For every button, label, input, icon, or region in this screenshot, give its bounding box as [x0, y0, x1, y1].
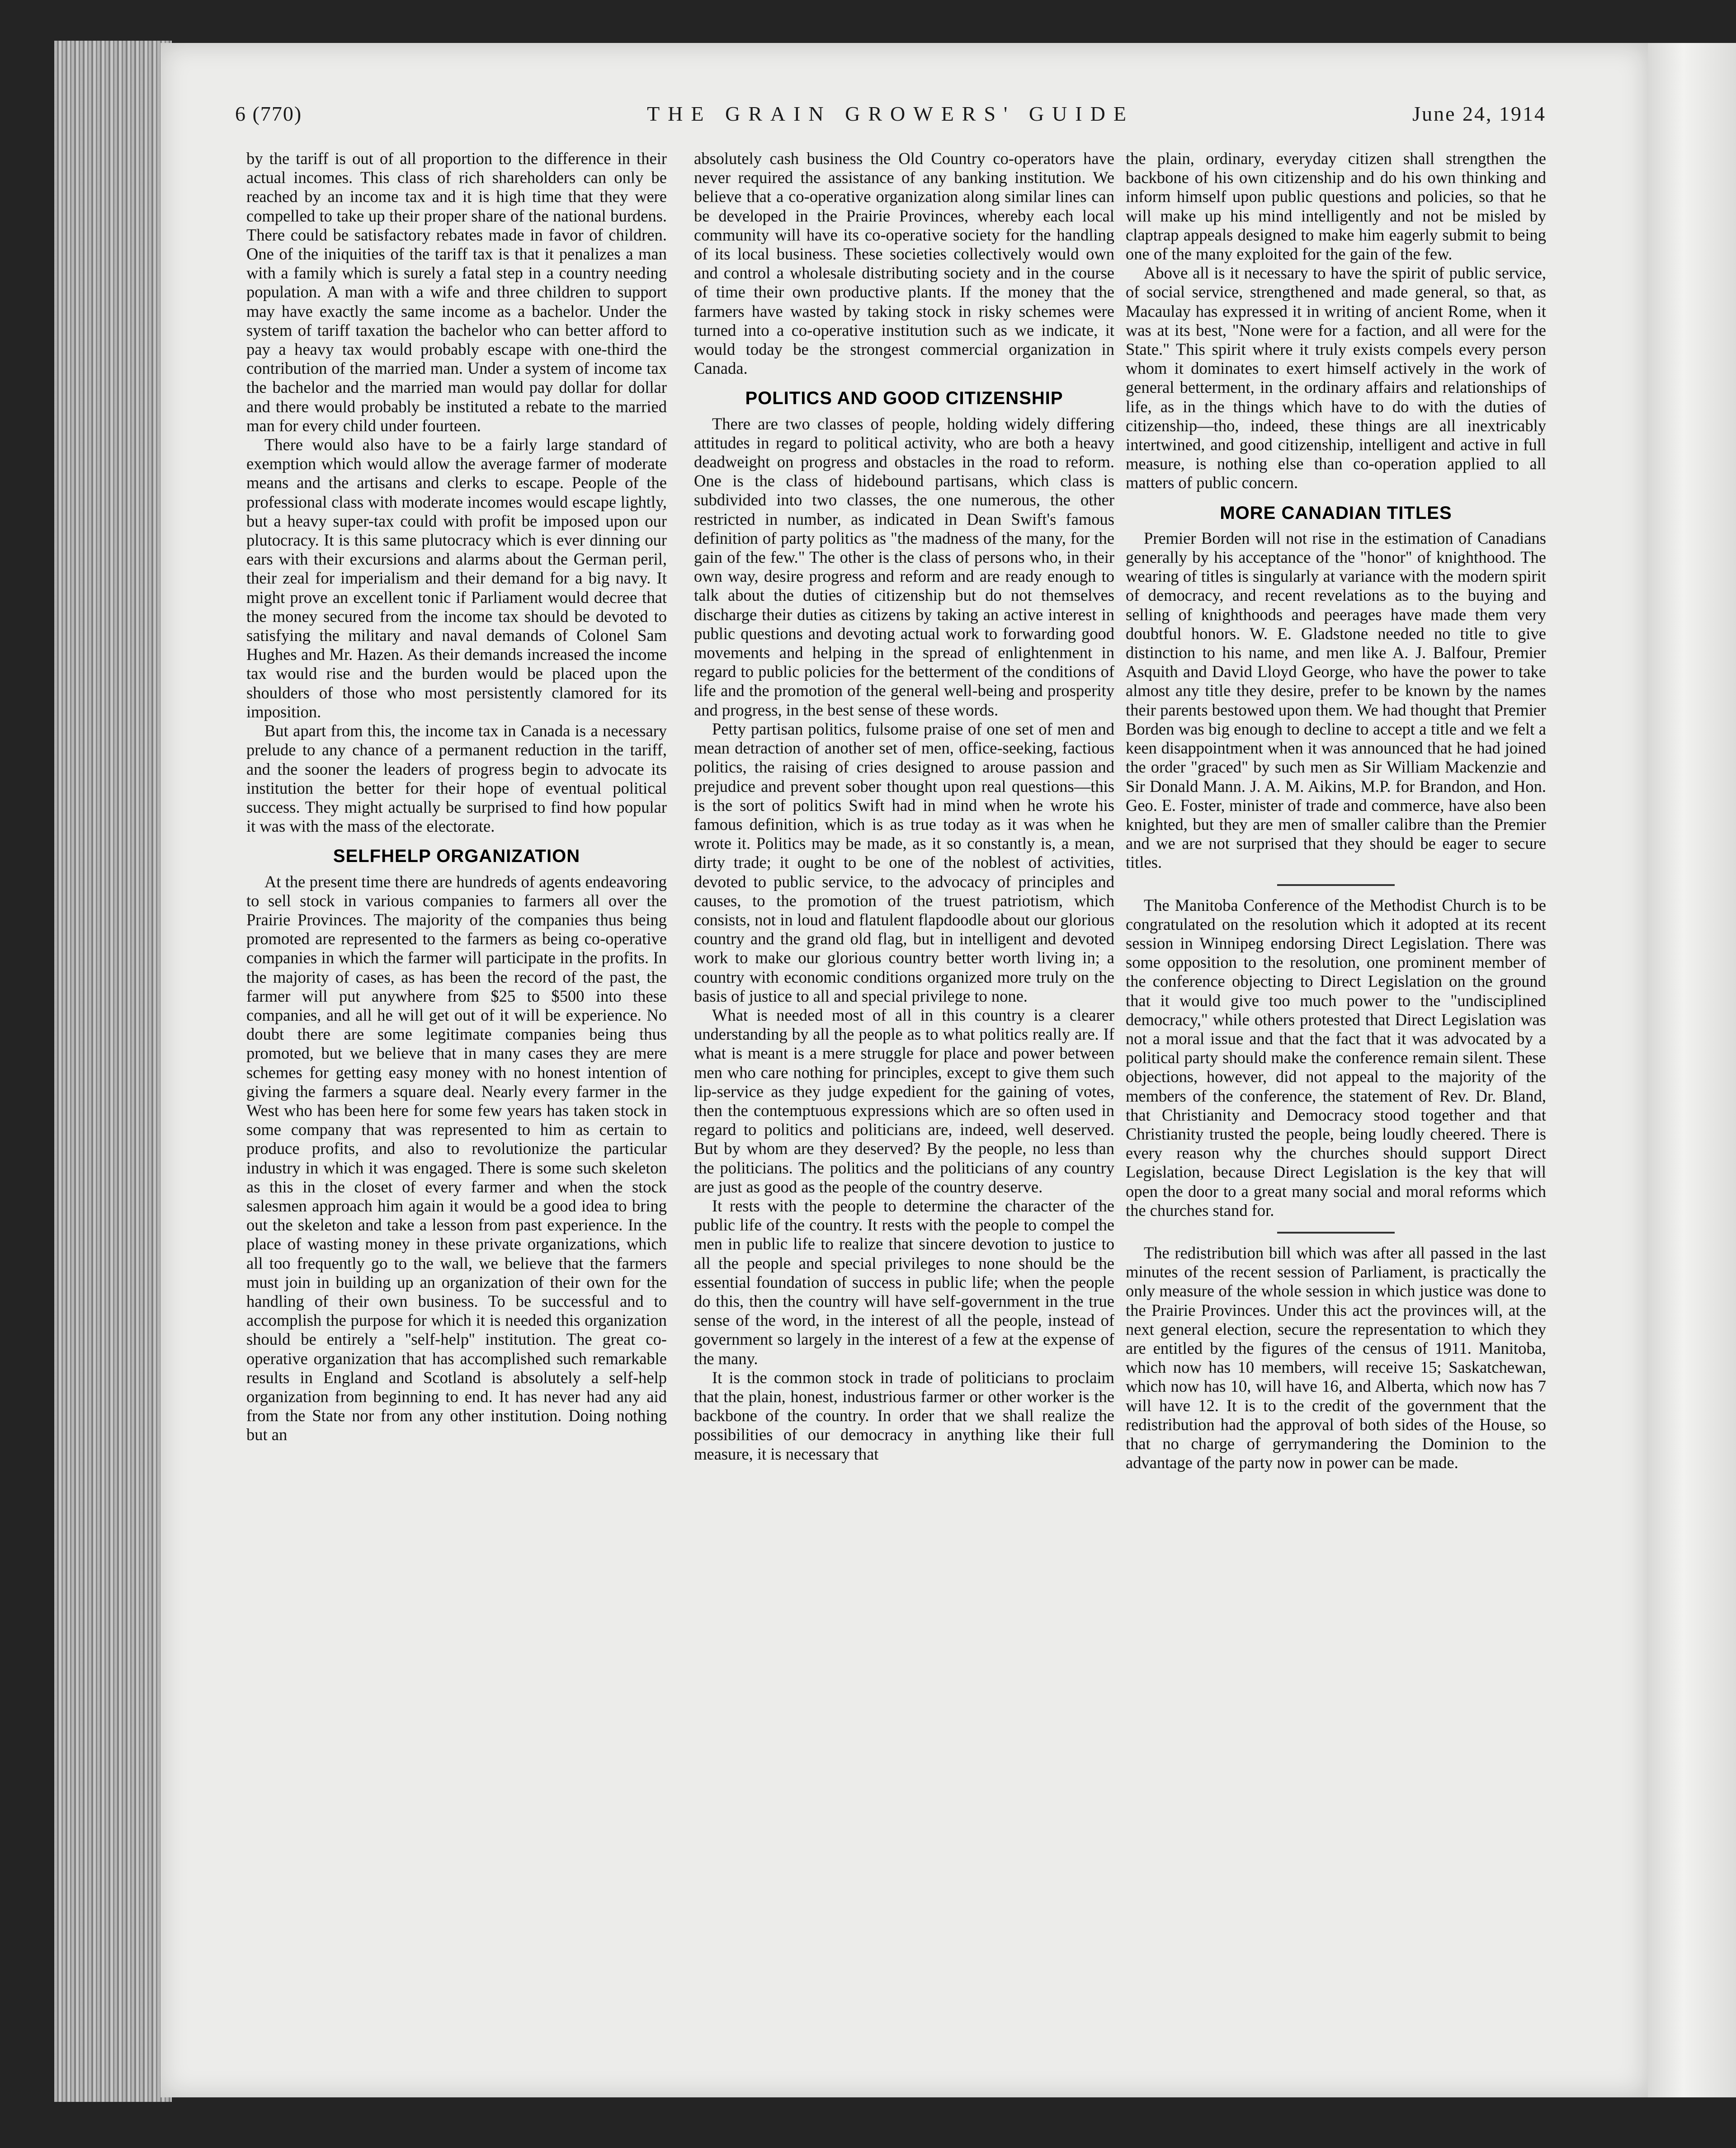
paragraph: There are two classes of people, holding widely differing attitudes in regard to political activity, who are both a heavy deadweight on progress and obstacles in the road to reform. One is the class of hidebound partisans, which class is subdivided into two classes, the one numerous, the other restricted in number, as indicated in Dean Swift's famous definition of party politics as "the madness of the many, for the gain of the few." The other is the class of persons who, in their own way, desire progress and reform and are ready enough to talk about the duties of citizenship but do not themselves discharge their duties as citizens by taking an active interest in public questions and devoting actual work to forwarding good movements and helping in the spread of enlightenment in regard to public policies for the betterment of the conditions of life and the promotion of the general well-being and prosperity and progress, in the best sense of these words. [694, 414, 1114, 719]
journal-title: THE GRAIN GROWERS' GUIDE [647, 102, 1134, 125]
paragraph: absolutely cash business the Old Country co-operators have never required the assistance of any banking institution. We believe that a co-operative organization along similar lines can be developed in the Prairie Provinces, whereby each local community will have its co-operative society for the handling of its local business. These societies collectively would own and control a wholesale distributing society and in the course of time their own productive plants. If the money that the farmers have wasted by taking stock in risky schemes were turned into a co-operative institution such as we indicate, it would today be the strongest commercial organization in Canada. [694, 149, 1114, 378]
column-1 [246, 149, 667, 2084]
heading-politics-and-good-citizenship: POLITICS AND GOOD CITIZENSHIP [745, 388, 1063, 409]
paragraph: Above all is it necessary to have the spirit of public service, of social service, strengthened and made general, so that, as Macaulay has expressed it in writing of ancient Rome, when it was at its best, "None were for a faction, and all were for the State." This spirit where it truly exists compels every person whom it dominates to exert himself actively in the work of general betterment, in the ordinary affairs and relationships of life, as in the things which have to do with the duties of citizenship—tho, indeed, these things are all inextricably intertwined, and good citizenship, intelligent and active in full measure, is nothing else than co-operation applied to all matters of public concern. [1126, 264, 1546, 492]
facing-page-bleed-text [1668, 280, 1731, 1727]
paragraph: Petty partisan politics, fulsome praise of one set of men and mean detraction of another set of men, office-seeking, factious politics, the raising of cries designed to arouse passion and prejudice and prevent sober thought upon real questions—this is the sort of politics Swift had in mind when he wrote his famous definition, which is as true today as it was when he wrote it. Politics may be made, as it so constantly is, a mean, dirty trade; it ought to be one of the noblest of activities, devoted to public service, to the advocacy of principles and causes, to the promotion of the truest patriotism, which consists, not in loud and flatulent flapdoodle about our glorious country and the grand old flag, but in intelligent and devoted work to make our glorious country better worth living in; a country with economic conditions organized more truly on the basis of justice to all and special privilege to none. [694, 719, 1114, 1005]
paragraph: But apart from this, the income tax in Canada is a necessary prelude to any chance of a permanent reduction in the tariff, and the sooner the leaders of progress begin to advocate its institution the better for their hope of eventual political success. They might actually be surprised to find how popular it was with the mass of the electorate. [246, 721, 667, 836]
heading-more-canadian-titles: MORE CANADIAN TITLES [1220, 503, 1452, 523]
paragraph: There would also have to be a fairly large standard of exemption which would allow the average farmer of moderate means and the artisans and clerks to escape. People of the professional class with moderate incomes would escape lightly, but a heavy super-tax could with profit be imposed upon our plutocracy. It is this same plutocracy which is ever dinning our ears with their excursions and alarms about the German peril, their zeal for imperialism and their demand for a big navy. It might prove an excellent tonic if Parliament would decree that the money secured from the income tax should be devoted to satisfying the military and naval demands of Colonel Sam Hughes and Mr. Hazen. As their demands increased the income tax would rise and the burden would be placed upon the shoulders of those who most persistently clamored for its imposition. [246, 435, 667, 721]
section-divider [1277, 1232, 1395, 1234]
section-divider [1277, 884, 1395, 886]
paragraph: Premier Borden will not rise in the estimation of Canadians generally by his acceptance of the "honor" of knighthood. The wearing of titles is singularly at variance with the modern spirit of democracy, and recent revelations as to the buying and selling of knighthoods and peerages have made them very doubtful honors. W. E. Gladstone needed no title to give distinction to his name, and men like A. J. Balfour, Premier Asquith and David Lloyd George, who have the power to take almost any title they desire, prefer to be known by the names their parents bestowed upon them. We had thought that Premier Borden was big enough to decline to accept a title and we felt a keen disappointment when it was announced that he had joined the order "graced" by such men as Sir William Mackenzie and Sir Donald Mann. J. A. M. Aikins, M.P. for Brandon, and Hon. Geo. E. Foster, minister of trade and commerce, have also been knighted, but they are men of smaller calibre than the Premier and we are not surprised that they should be eager to secure titles. [1126, 528, 1546, 872]
page-number: 6 (770) [235, 102, 302, 125]
paragraph: At the present time there are hundreds of agents endeavoring to sell stock in various companies to farmers all over the Prairie Provinces. The majority of the companies thus being promoted are represented to the farmers as being co-operative companies in which the farmer will participate in the profits. In the majority of cases, as has been the record of the past, the farmer will put anywhere from $25 to $500 into these companies, and all he will get out of it will be experience. No doubt there are some legitimate companies being thus promoted, but we believe that in many cases they are mere schemes for getting easy money with no honest intention of giving the farmers a square deal. Nearly every farmer in the West who has been here for some few years has taken stock in some company that was represented to him as certain to produce profits, and also to revolutionize the particular industry in which it was engaged. There is some such skeleton as this in the closet of every farmer and when the stock salesmen approach him again it would be a good idea to bring out the skeleton and take a lesson from past experience. In the place of wasting money in these private organizations, which all too frequently go to the wall, we believe that the farmers must join in building up an organization of their own for the handling of their own business. To be successful and to accomplish the purpose for which it is needed this organization should be entirely a ''self-help'' institution. The great co-operative organization that has accomplished such remarkable results in England and Scotland is absolutely a self-help organization from beginning to end. It has never had any aid from the State nor from any other institution. Doing nothing but an [246, 872, 667, 1444]
paragraph: The Manitoba Conference of the Methodist Church is to be congratulated on the resolution which it adopted at its recent session in Winnipeg endorsing Direct Legislation. There was some opposition to the resolution, one prominent member of the conference objecting to Direct Legislation on the ground that it would give too much power to the "undisciplined democracy," while others protested that Direct Legislation was not a moral issue and that the fact that it was advocated by a political party should make the conference remain silent. These objections, however, did not appeal to the majority of the members of the conference, the statement of Rev. Dr. Bland, that Christianity and Democracy stood together and that Christianity trusted the people, being loudly cheered. There is every reason why the churches should support Direct Legislation, because Direct Legislation is the key that will open the door to a great many social and moral reforms which the churches stand for. [1126, 895, 1546, 1220]
column-3 [1126, 149, 1546, 2084]
paragraph: by the tariff is out of all proportion to the difference in their actual incomes. This class of rich shareholders can only be reached by an income tax and it is high time that they were compelled to take up their proper share of the national burdens. There could be satisfactory rebates made in favor of children. One of the iniquities of the tariff tax is that it penalizes a man with a family which is surely a fatal step in a country needing population. A man with a wife and three children to support may have exactly the same income as a bachelor. Under the system of tariff taxation the bachelor who can better afford to pay a heavy tax would probably escape with one-third the contribution of the married man. Under a system of income tax the bachelor and the married man would pay dollar for dollar and there would probably be instituted a rebate to the married man for every child under fourteen. [246, 149, 667, 435]
heading-selfhelp-organization: SELFHELP ORGANIZATION [333, 846, 580, 867]
page-header [235, 102, 1546, 133]
issue-date: June 24, 1914 [1412, 102, 1546, 125]
paragraph: What is needed most of all in this country is a clearer understanding by all the people as to what politics really are. If what is meant is a mere struggle for place and power between men who care nothing for principles, except to give them such lip-service as they judge expedient for the gaining of votes, then the contemptuous expressions which are so often used in regard to politics and politicians are, indeed, well deserved. But by whom are they deserved? By the people, no less than the politicians. The politics and the politicians of any country are just as good as the people of the country deserve. [694, 1005, 1114, 1196]
paragraph: the plain, ordinary, everyday citizen shall strengthen the backbone of his own citizenship and do his own thinking and inform himself upon public questions and policies, so that he will make up his mind intelligently and not be misled by claptrap appeals designed to make him eagerly submit to being one of the many exploited for the gain of the few. [1126, 149, 1546, 264]
book-page-edges [54, 41, 172, 2102]
column-2 [694, 149, 1114, 2084]
paragraph: The redistribution bill which was after all passed in the last minutes of the recent session of Parliament, is practically the only measure of the whole session in which justice was done to the Prairie Provinces. Under this act the provinces will, at the next general election, secure the representation to which they are entitled by the figures of the census of 1911. Manitoba, which now has 10 members, will receive 15; Saskatchewan, which now has 10, will have 16, and Alberta, which now has 7 will have 12. It is to the credit of the government that the redistribution had the approval of both sides of the House, so that no charge of gerrymandering the Dominion to the advantage of the party now in power can be made. [1126, 1243, 1546, 1472]
paragraph: It is the common stock in trade of politicians to proclaim that the plain, honest, industrious farmer or other worker is the backbone of the country. In order that we shall realize the possibilities of our democracy in anything like their full measure, it is necessary that [694, 1368, 1114, 1463]
paragraph: It rests with the people to determine the character of the public life of the country. It rests with the people to compel the men in public life to realize that sincere devotion to justice to all the people and special privileges to none should be the essential foundation of success in public life; when the people do this, then the country will have self-government in the true sense of the word, in the interest of all the people, instead of government so largely in the interest of a few at the expense of the many. [694, 1196, 1114, 1368]
